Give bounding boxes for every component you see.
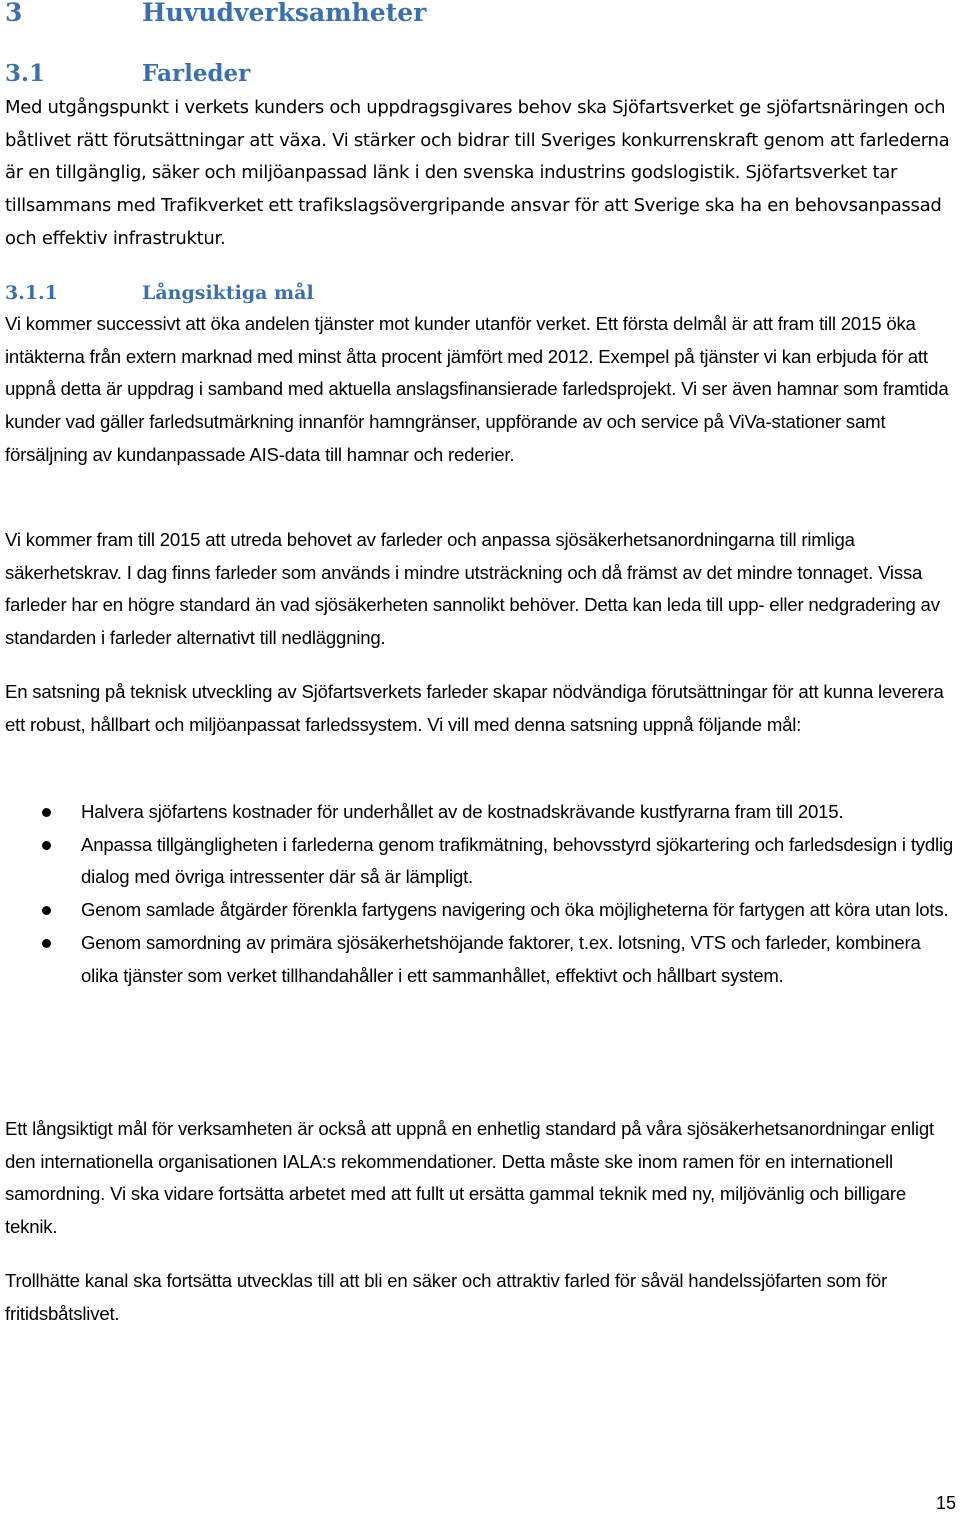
heading-1-title: Huvudverksamheter bbox=[142, 0, 427, 27]
heading-1 bbox=[5, 0, 426, 32]
list-item bbox=[0, 796, 956, 829]
page-number: 15 bbox=[935, 1493, 956, 1513]
paragraph: Ett långsiktigt mål för verksamheten är också att uppnå en enhetlig standard på våra sjösäkerhetsanordningar enligt den internationella organisationen IALA:s rekommendationer. Detta måste ske inom ramen för en internationell samordning. Vi ska vidare fortsätta arbetet med att fullt ut ersätta gammal teknik med ny, miljövänlig och billigare teknik. bbox=[5, 1118, 934, 1238]
heading-2-title: Farleder bbox=[142, 60, 251, 87]
list-item bbox=[0, 927, 956, 992]
list-item bbox=[0, 829, 956, 894]
heading-2-number: 3.1 bbox=[5, 60, 46, 87]
bullet-icon bbox=[42, 808, 51, 817]
goal-list bbox=[0, 796, 960, 992]
heading-1-number: 3 bbox=[5, 0, 23, 27]
heading-3-title: Långsiktiga mål bbox=[142, 282, 314, 304]
list-item-text: Genom samordning av primära sjösäkerhetshöjande faktorer, t.ex. lotsning, VTS och farleder, kombinera olika tjänster som verket tillhandahåller i ett sammanhållet, effektivt och hållbart system. bbox=[81, 931, 921, 986]
list-item-text: Anpassa tillgängligheten i farlederna genom trafikmätning, behovsstyrd sjökartering och farledsdesign i tydlig dialog med övriga intressenter där så är lämpligt. bbox=[81, 833, 954, 888]
bullet-icon bbox=[42, 841, 51, 850]
heading-3 bbox=[5, 279, 314, 307]
paragraph: Vi kommer fram till 2015 att utreda behovet av farleder och anpassa sjösäkerhetsanordningarna till rimliga säkerhetskrav. I dag finns farleder som används i mindre utsträckning och då främst av det mindre tonnaget. Vissa farleder har en högre standard än vad sjösäkerheten sannolikt behöver. Detta kan leda till upp- eller nedgradering av standarden i farleder alternativt till nedläggning. bbox=[5, 529, 940, 649]
intro-paragraph: Med utgångspunkt i verkets kunders och uppdragsgivares behov ska Sjöfartsverket ge sjöfartsnäringen och båtlivet rätt förutsättningar att växa. Vi stärker och bidrar till Sveriges konkurrenskraft genom att farlederna är en tillgänglig, säker och miljöanpassad länk i den svenska industrins godslogistik. Sjöfartsverket tar tillsammans med Trafikverket ett trafikslagsövergripande ansvar för att Sverige ska ha en behovsanpassad och effektiv infrastruktur. bbox=[5, 97, 950, 249]
paragraph: En satsning på teknisk utveckling av Sjöfartsverkets farleder skapar nödvändiga förutsättningar för att kunna leverera ett robust, hållbart och miljöanpassat farledssystem. Vi vill med denna satsning uppnå följande mål: bbox=[5, 681, 944, 735]
list-item-text: Genom samlade åtgärder förenkla fartygens navigering och öka möjligheterna för fartygen att köra utan lots. bbox=[81, 899, 949, 921]
bullet-icon bbox=[42, 906, 51, 915]
list-item-text: Halvera sjöfartens kostnader för underhållet av de kostnadskrävande kustfyrarna fram till 2015. bbox=[81, 801, 844, 822]
heading-2 bbox=[5, 56, 250, 92]
list-item bbox=[0, 894, 956, 927]
bullet-icon bbox=[42, 939, 51, 948]
heading-3-number: 3.1.1 bbox=[5, 282, 58, 304]
paragraph: Vi kommer successivt att öka andelen tjänster mot kunder utanför verket. Ett första delmål är att fram till 2015 öka intäkterna från extern marknad med minst åtta procent jämfört med 2012. Exempel på tjänster vi kan erbjuda för att uppnå detta är uppdrag i samband med aktuella anslagsfinansierade farledsprojekt. Vi ser även hamnar som framtida kunder vad gäller farledsutmärkning innanför hamngränser, uppförande av och service på ViVa-stationer samt försäljning av kundanpassade AIS-data till hamnar och rederier. bbox=[5, 313, 949, 465]
paragraph: Trollhätte kanal ska fortsätta utvecklas till att bli en säker och attraktiv farled för såväl handelssjöfarten som för fritidsbåtslivet. bbox=[5, 1270, 888, 1324]
